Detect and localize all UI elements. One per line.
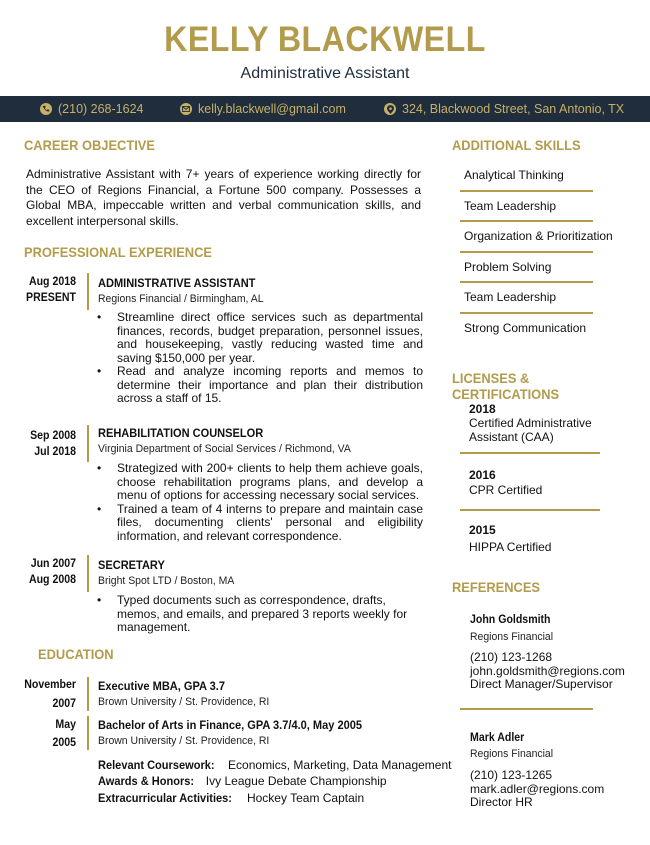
reference-name: John Goldsmith — [470, 614, 551, 626]
job-date-start: Jun 2007 — [30, 558, 77, 570]
job-bullet: • Typed documents such as correspondence, drafts, memos, and emails, and prepared 3 reports weekly for management. — [97, 594, 423, 635]
education-degree: Bachelor of Arts in Finance, GPA 3.7/4.0, May 2005 — [98, 718, 363, 732]
job-dates — [6, 274, 76, 306]
job-date-start: Aug 2018 — [28, 276, 76, 288]
education-coursework-label: Relevant Coursework: — [98, 758, 215, 772]
education-divider — [87, 716, 89, 750]
skills-heading: ADDITIONAL SKILLS — [452, 137, 581, 153]
job-dates — [6, 556, 76, 588]
contact-email[interactable] — [180, 96, 346, 122]
job-divider — [87, 555, 89, 592]
education-date-a: November — [24, 679, 77, 691]
job-org: Bright Spot LTD / Boston, MA — [98, 575, 235, 587]
skill-item: Strong Communication — [464, 321, 587, 335]
reference-phone: (210) 123-1268 — [470, 650, 553, 664]
experience-heading: PROFESSIONAL EXPERIENCE — [24, 244, 212, 260]
job-divider — [87, 273, 89, 310]
education-date-b: 2007 — [52, 698, 76, 710]
license-name: HIPPA Certified — [469, 540, 552, 554]
skill-divider — [460, 251, 593, 253]
reference-divider — [460, 708, 593, 710]
reference-org: Regions Financial — [470, 631, 554, 643]
education-awards — [98, 773, 387, 789]
education-coursework-value: Economics, Marketing, Data Management — [224, 758, 452, 772]
education-extra-value: Hockey Team Captain — [243, 791, 365, 805]
job-date-start: Sep 2008 — [30, 430, 76, 442]
job-divider — [87, 425, 89, 462]
career-objective-heading: CAREER OBJECTIVE — [24, 137, 155, 153]
education-heading: EDUCATION — [38, 646, 114, 662]
job-bullet: • Strategized with 200+ clients to help them achieve goals, choose rehabilitation programs plans, and develop a menu of options for accessing necessary social services. — [97, 462, 423, 503]
career-objective-text: Administrative Assistant with 7+ years of experience working directly for the CEO of Regions Financial, a Fortune 500 company. Possesses a Global MBA, impeccable written and verbal communication skills, and excellent interpersonal skills. — [26, 167, 421, 228]
job-org: Virginia Department of Social Services / Richmond, VA — [98, 443, 351, 455]
reference-phone: (210) 123-1265 — [470, 768, 553, 782]
job-org: Regions Financial / Birmingham, AL — [98, 293, 264, 305]
skill-divider — [460, 312, 593, 314]
contact-phone-text: (210) 268-1624 — [58, 102, 144, 116]
job-title: REHABILITATION COUNSELOR — [98, 426, 264, 440]
licenses-heading: LICENSES & CERTIFICATIONS — [452, 370, 560, 402]
job-date-end: PRESENT — [26, 292, 76, 304]
job-title: ADMINISTRATIVE ASSISTANT — [98, 276, 256, 290]
education-school: Brown University / St. Providence, RI — [98, 696, 270, 708]
reference-org: Regions Financial — [470, 748, 554, 760]
reference-name: Mark Adler — [470, 732, 525, 744]
resume-name: KELLY BLACKWELL — [164, 20, 486, 59]
education-awards-label: Awards & Honors: — [98, 774, 195, 788]
license-year: 2016 — [469, 468, 496, 482]
education-extracurricular — [98, 790, 364, 806]
education-extra-label: Extracurricular Activities: — [98, 791, 232, 805]
skill-item: Organization & Prioritization — [464, 229, 613, 243]
location-pin-icon — [384, 103, 396, 115]
education-divider — [87, 677, 89, 711]
phone-icon — [40, 103, 52, 115]
job-bullet: • Trained a team of 4 interns to prepare and maintain case files, documenting clients' personal and eligibility information, and relevant correspondence. — [97, 503, 423, 544]
education-date-b: 2005 — [52, 737, 76, 749]
resume-title: Administrative Assistant — [240, 65, 410, 82]
education-dates — [6, 717, 76, 751]
references-heading: REFERENCES — [452, 579, 541, 595]
license-name: Certified Administrative Assistant (CAA) — [469, 416, 592, 444]
reference-role: Direct Manager/Supervisor — [470, 677, 613, 691]
contact-bar — [0, 96, 650, 122]
license-year: 2018 — [469, 402, 496, 416]
job-dates — [6, 428, 76, 460]
contact-phone[interactable] — [40, 96, 143, 122]
skill-item: Team Leadership — [464, 199, 557, 213]
job-bullet: • Read and analyze incoming reports and memos to determine their importance and plan their distribution across a staff of 15. — [97, 365, 423, 406]
reference-email: john.goldsmith@regions.com — [470, 664, 625, 678]
education-degree: Executive MBA, GPA 3.7 — [98, 679, 226, 693]
contact-email-text: kelly.blackwell@gmail.com — [198, 102, 346, 116]
job-title: SECRETARY — [98, 558, 165, 572]
education-awards-value: Ivy League Debate Championship — [202, 774, 387, 788]
job-bullet: • Streamline direct office services such as departmental finances, records, budget preparation, personnel issues, and housekeeping, vastly reducing wasted time and saving $150,000 per year. — [97, 311, 423, 365]
job-date-end: Aug 2008 — [28, 574, 76, 586]
skill-item: Analytical Thinking — [464, 168, 564, 182]
license-divider — [460, 509, 600, 511]
envelope-icon — [180, 103, 192, 115]
education-date-a: May — [55, 719, 76, 731]
skill-divider — [460, 220, 593, 222]
skill-divider — [460, 281, 593, 283]
skill-divider — [460, 190, 593, 192]
license-name: CPR Certified — [469, 483, 543, 497]
education-coursework — [98, 757, 451, 773]
job-bullets — [97, 311, 423, 406]
education-school: Brown University / St. Providence, RI — [98, 735, 270, 747]
education-dates — [6, 677, 76, 712]
skill-item: Team Leadership — [464, 290, 557, 304]
job-bullets — [97, 462, 423, 543]
reference-email: mark.adler@regions.com — [470, 782, 605, 796]
contact-address-text: 324, Blackwood Street, San Antonio, TX — [402, 102, 625, 116]
license-divider — [460, 452, 600, 454]
contact-address — [384, 96, 624, 122]
job-date-end: Jul 2018 — [34, 446, 76, 458]
license-year: 2015 — [469, 523, 496, 537]
reference-role: Director HR — [470, 795, 533, 809]
skill-item: Problem Solving — [464, 260, 552, 274]
job-bullets — [97, 594, 423, 635]
